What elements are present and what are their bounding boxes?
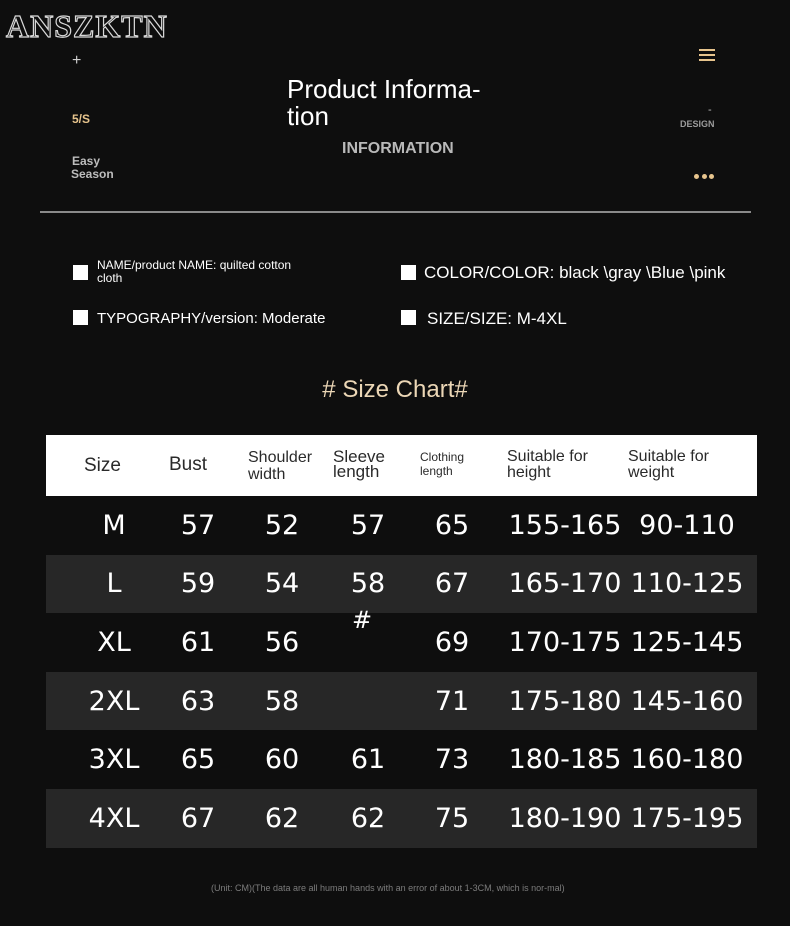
table-row — [46, 789, 757, 848]
cell-weight: 175-195 — [630, 802, 744, 834]
cell-height: 175-180 — [508, 685, 622, 717]
header-divider — [40, 211, 751, 213]
cell-length: 69 — [434, 626, 470, 658]
cell-weight: 160-180 — [630, 744, 744, 776]
table-row — [46, 496, 757, 555]
cell-size: L — [106, 568, 122, 600]
hash-mark: # — [352, 606, 373, 634]
header-suitable-weight: Suitable for weight — [628, 448, 709, 481]
cell-height: 180-190 — [508, 802, 622, 834]
cell-size: 2XL — [88, 685, 140, 717]
season-code: 5/S — [72, 112, 91, 126]
header-bust: Bust — [169, 454, 208, 475]
cell-shoulder: 52 — [264, 509, 300, 541]
season-label-line1: Easy — [72, 154, 101, 168]
cell-bust: 67 — [180, 802, 216, 834]
cell-weight: 110-125 — [630, 568, 744, 600]
cell-length: 67 — [434, 568, 470, 600]
checkbox-icon — [401, 310, 416, 325]
design-dash: - — [708, 104, 712, 116]
page-title — [287, 76, 517, 130]
cell-shoulder: 62 — [264, 802, 300, 834]
cell-length: 75 — [434, 802, 470, 834]
header-shoulder-width: Shoulder width — [248, 449, 313, 483]
plus-icon: + — [72, 52, 82, 69]
cell-weight: 125-145 — [630, 626, 744, 658]
cell-sleeve: 58 — [350, 568, 386, 600]
cell-size: 4XL — [88, 802, 140, 834]
cell-length: 65 — [434, 509, 470, 541]
cell-sleeve: 57 — [350, 509, 386, 541]
cell-bust: 59 — [180, 568, 216, 600]
brand-logo: ANSZKTN — [6, 8, 168, 44]
cell-bust: 63 — [180, 685, 216, 717]
checkbox-icon — [401, 265, 416, 280]
cell-sleeve: 62 — [350, 802, 386, 834]
table-row — [46, 555, 757, 614]
cell-size: XL — [97, 626, 131, 658]
cell-shoulder: 58 — [264, 685, 300, 717]
more-dots-icon[interactable] — [694, 174, 718, 180]
season-label — [72, 155, 114, 181]
table-row — [46, 730, 757, 789]
season-label-line2: Season — [71, 167, 114, 181]
cell-sleeve — [328, 672, 408, 731]
info-name: NAME/product NAME: quilted cotton cloth — [97, 258, 292, 285]
cell-height: 155-165 — [508, 509, 622, 541]
size-table — [46, 435, 757, 848]
cell-shoulder: 54 — [264, 568, 300, 600]
unit-footnote: (Unit: CM)(The data are all human hands with an error of about 1-3CM, which is nor-mal) — [211, 883, 565, 893]
cell-shoulder: 60 — [264, 744, 300, 776]
cell-size: M — [102, 509, 126, 541]
info-typography: TYPOGRAPHY/version: Moderate — [97, 310, 326, 327]
cell-size: 3XL — [88, 744, 140, 776]
size-table-header — [46, 435, 757, 496]
header-size: Size — [84, 455, 121, 476]
page-title-line1: Product Informa- — [287, 74, 481, 104]
menu-icon[interactable] — [699, 49, 715, 63]
design-label: DESIGN — [680, 119, 715, 129]
size-chart-title: # Size Chart# — [322, 376, 468, 403]
page-subtitle: INFORMATION — [342, 140, 454, 157]
cell-bust: 61 — [180, 626, 216, 658]
cell-weight: 145-160 — [630, 685, 744, 717]
table-row — [46, 672, 757, 731]
cell-height: 170-175 — [508, 626, 622, 658]
cell-shoulder: 56 — [264, 626, 300, 658]
page-title-line2: tion — [287, 101, 329, 131]
cell-sleeve: 61 — [350, 744, 386, 776]
cell-length: 71 — [434, 685, 470, 717]
cell-bust: 57 — [180, 509, 216, 541]
cell-length: 73 — [434, 744, 470, 776]
header-suitable-height: Suitable for height — [507, 448, 588, 481]
checkbox-icon — [73, 310, 88, 325]
cell-bust: 65 — [180, 744, 216, 776]
cell-height: 165-170 — [508, 568, 622, 600]
cell-height: 180-185 — [508, 744, 622, 776]
header-clothing-length: Clothing length — [420, 450, 465, 478]
info-size: SIZE/SIZE: M-4XL — [427, 309, 567, 328]
info-color: COLOR/COLOR: black \gray \Blue \pink — [424, 263, 726, 282]
cell-weight: 90-110 — [639, 509, 735, 541]
header-sleeve-length: Sleeve length — [333, 447, 385, 481]
checkbox-icon — [73, 265, 88, 280]
table-row — [46, 613, 757, 672]
